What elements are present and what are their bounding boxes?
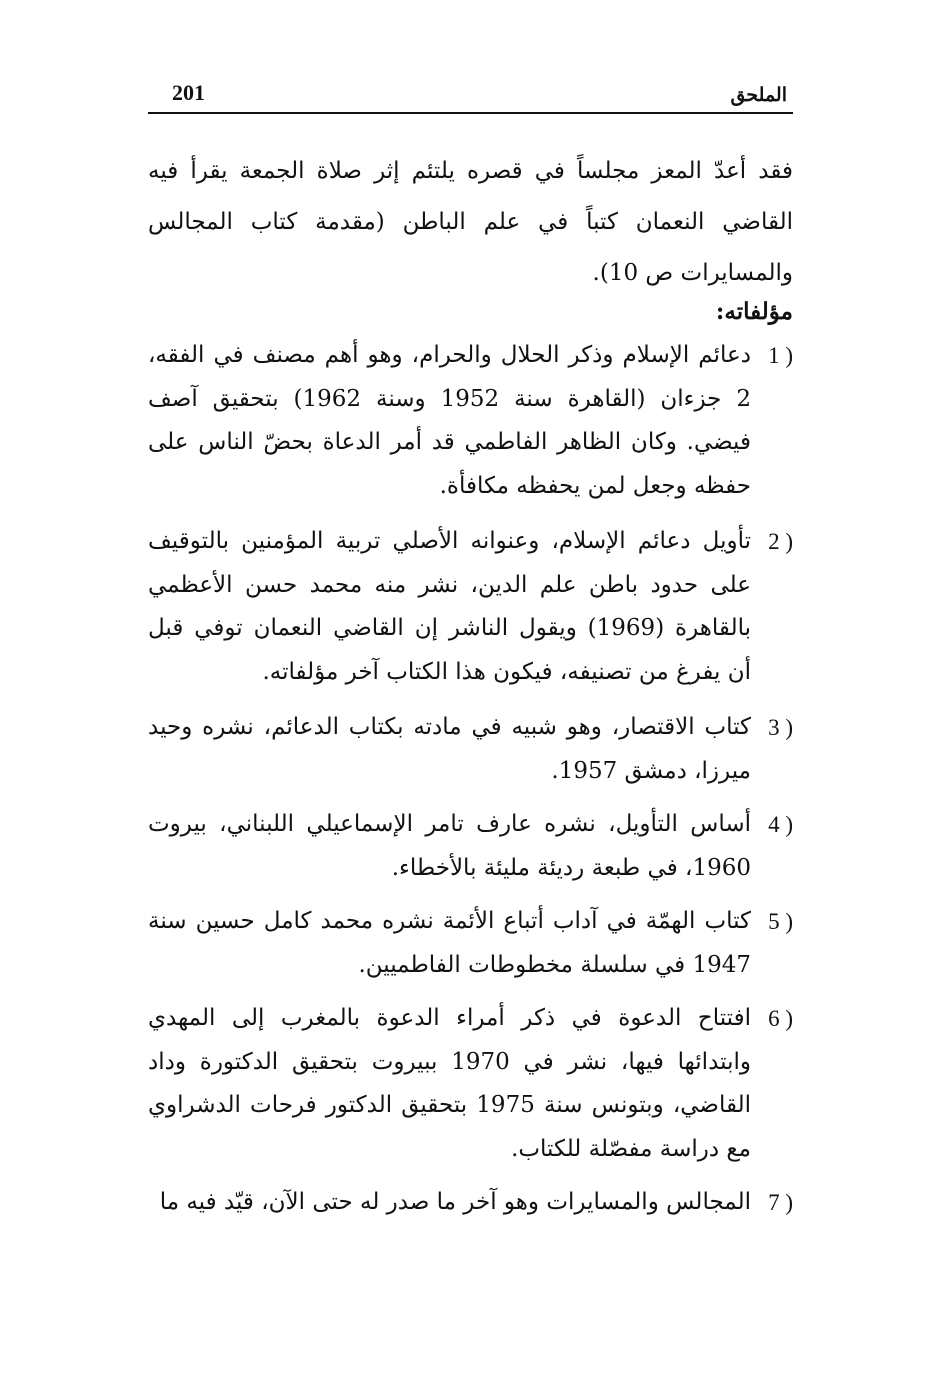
page-header [148, 78, 793, 114]
header-rule [148, 112, 793, 114]
list-item [148, 803, 793, 890]
item-number: 6 ) [768, 1006, 793, 1031]
list-item [148, 900, 793, 987]
item-text: المجالس والمسايرات وهو آخر ما صدر له حتى الآن، قيّد فيه ما [159, 1189, 751, 1215]
list-item [148, 1181, 793, 1225]
page-number: 201 [172, 80, 205, 105]
item-text: أساس التأويل، نشره عارف تامر الإسماعيلي اللبناني، بيروت 1960، في طبعة رديئة مليئة بالأخطاء. [148, 811, 751, 881]
intro-paragraph: فقد أعدّ المعز مجلساً في قصره يلتئم إثر صلاة الجمعة يقرأ فيه القاضي النعمان كتباً في علم الباطن (مقدمة كتاب المجالس والمسايرات ص 10). [148, 158, 793, 286]
item-number: 3 ) [768, 715, 793, 740]
item-number: 2 ) [768, 529, 793, 554]
list-item [148, 520, 793, 694]
item-number: 4 ) [768, 812, 793, 837]
item-text: افتتاح الدعوة في ذكر أمراء الدعوة بالمغرب إلى المهدي وابتدائها فيها، نشر في 1970 ببيروت بتحقيق الدكتورة وداد القاضي، وبتونس سنة 1975 بتحقيق الدكتور فرحات الدشراوي مع دراسة مفصّلة للكتاب. [148, 1005, 751, 1162]
item-number: 5 ) [768, 909, 793, 934]
item-text: كتاب الهمّة في آداب أتباع الأئمة نشره محمد كامل حسين سنة 1947 في سلسلة مخطوطات الفاطميين. [148, 908, 751, 978]
item-text: كتاب الاقتصار، وهو شبيه في مادته بكتاب الدعائم، نشره وحيد ميرزا، دمشق 1957. [148, 714, 751, 784]
works-list [148, 334, 793, 1225]
works-heading: مؤلفاته: [715, 298, 793, 325]
running-title: الملحق [730, 84, 787, 106]
list-item [148, 334, 793, 508]
list-item [148, 706, 793, 793]
item-number: 1 ) [768, 343, 793, 368]
list-item [148, 997, 793, 1171]
item-text: دعائم الإسلام وذكر الحلال والحرام، وهو أهم مصنف في الفقه، 2 جزءان (القاهرة سنة 1952 وسنة 1962) بتحقيق آصف فيضي. وكان الظاهر الفاطمي قد أمر الدعاة بحضّ الناس على حفظه وجعل لمن يحفظه مكافأة. [148, 342, 751, 499]
item-text: تأويل دعائم الإسلام، وعنوانه الأصلي تربية المؤمنين بالتوقيف على حدود باطن علم الدين، نشر منه محمد حسن الأعظمي بالقاهرة (1969) ويقول الناشر إن القاضي النعمان توفي قبل أن يفرغ من تصنيفه، فيكون هذا الكتاب آخر مؤلفاته. [148, 528, 751, 685]
item-number: 7 ) [768, 1190, 793, 1215]
